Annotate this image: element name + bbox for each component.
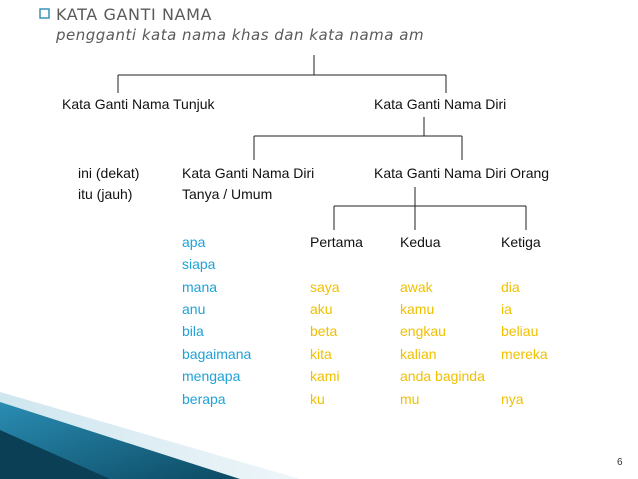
kedua-word: mu xyxy=(400,391,420,407)
pertama-word: saya xyxy=(310,279,340,295)
kedua-word: awak xyxy=(400,279,433,295)
kedua-word: anda baginda xyxy=(400,368,485,384)
tanya-word: bila xyxy=(182,323,204,339)
page-number: 6 xyxy=(617,457,623,468)
slide-subtitle: pengganti kata nama khas dan kata nama am xyxy=(56,26,425,44)
ketiga-word: dia xyxy=(501,279,520,295)
ketiga-word: nya xyxy=(501,391,524,407)
ketiga-word: beliau xyxy=(501,323,539,339)
tunjuk-item-ini: ini (dekat) xyxy=(78,165,140,181)
node-kedua: Kedua xyxy=(400,234,441,250)
kedua-word: kalian xyxy=(400,346,437,362)
tanya-word: siapa xyxy=(182,256,216,272)
pertama-word: kita xyxy=(310,346,332,362)
node-tanya-line2: Tanya / Umum xyxy=(182,186,273,202)
node-diri: Kata Ganti Nama Diri xyxy=(374,96,507,112)
pertama-word: beta xyxy=(310,323,338,339)
pertama-word: kami xyxy=(310,368,340,384)
kedua-word: engkau xyxy=(400,323,446,339)
ketiga-word: ia xyxy=(501,301,512,317)
node-orang: Kata Ganti Nama Diri Orang xyxy=(374,165,550,181)
node-tanya-line1: Kata Ganti Nama Diri xyxy=(182,165,315,181)
node-tunjuk: Kata Ganti Nama Tunjuk xyxy=(62,96,215,112)
ketiga-word: mereka xyxy=(501,346,548,362)
tanya-word: anu xyxy=(182,301,206,317)
tanya-word: berapa xyxy=(182,391,226,407)
pertama-word: ku xyxy=(310,391,325,407)
pertama-word: aku xyxy=(310,301,333,317)
tunjuk-item-itu: itu (jauh) xyxy=(78,186,133,202)
node-ketiga: Ketiga xyxy=(501,234,541,250)
tanya-word: mana xyxy=(182,279,218,295)
tanya-word: mengapa xyxy=(182,368,241,384)
kedua-word: kamu xyxy=(400,301,435,317)
node-pertama: Pertama xyxy=(310,234,363,250)
tanya-word: apa xyxy=(182,234,206,250)
slide-title: KATA GANTI NAMA xyxy=(56,5,213,24)
tanya-word: bagaimana xyxy=(182,346,252,362)
